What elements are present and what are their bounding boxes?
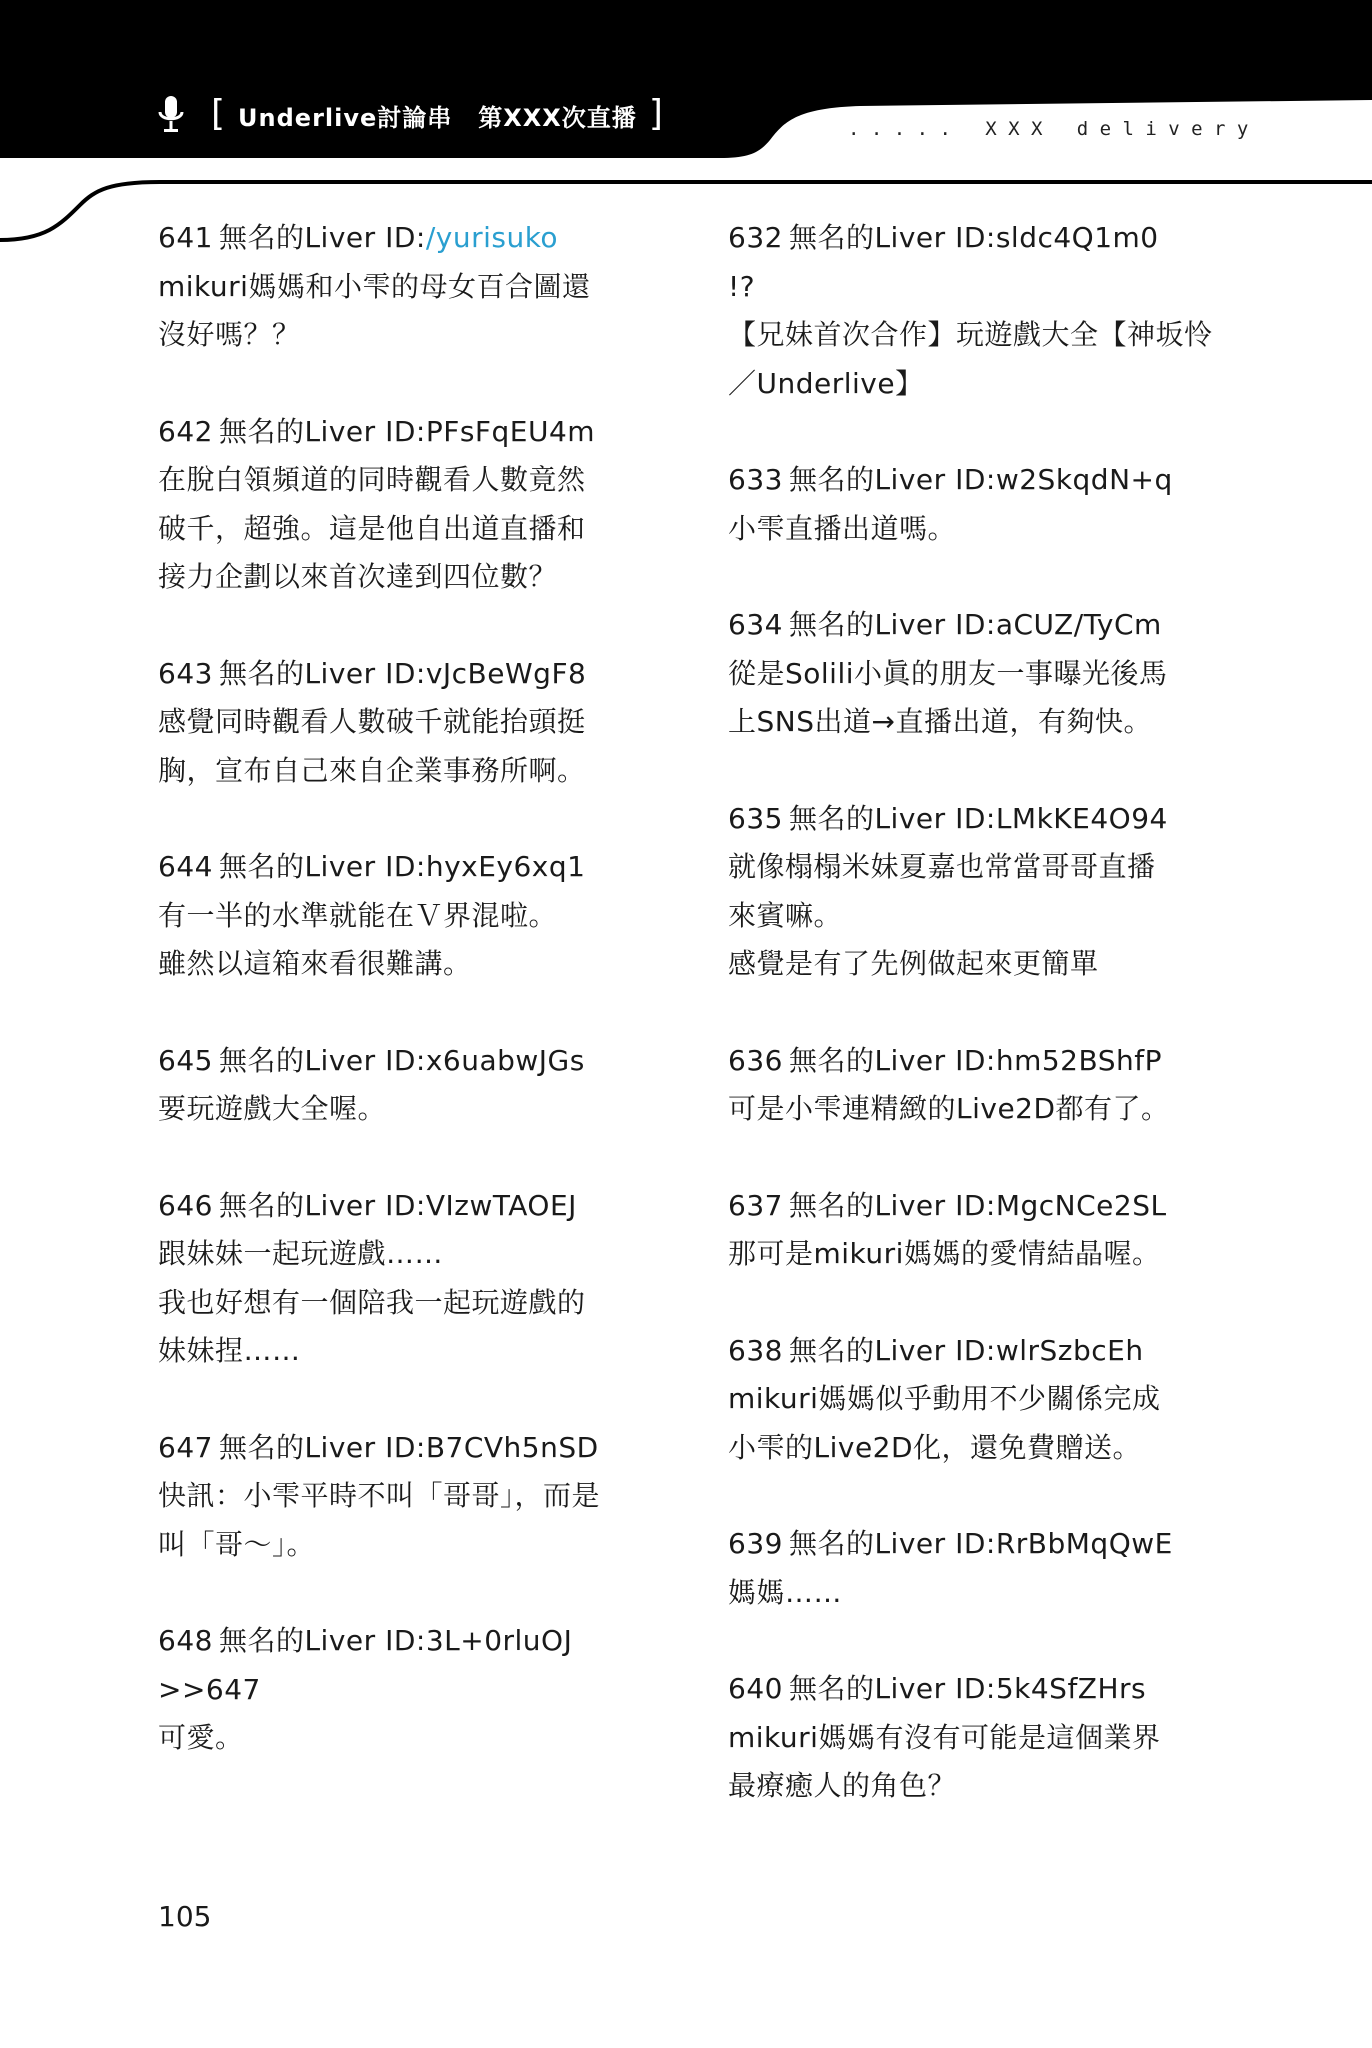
episode-title: 第XXX次直播 xyxy=(478,103,637,132)
poster-id-prefix: ID: xyxy=(385,1188,426,1222)
poster-id: wlrSzbcEh xyxy=(995,1333,1144,1367)
post-body-line: !? xyxy=(728,269,756,303)
poster-id-prefix: ID: xyxy=(385,1043,426,1077)
poster-name: 無名的Liver xyxy=(218,1043,376,1077)
page-header xyxy=(0,0,1372,160)
post-header xyxy=(728,214,1228,263)
post-body-line: ／Underlive】 xyxy=(728,366,924,400)
post-header xyxy=(158,408,658,457)
post-body-line: mikuri媽媽似乎動用不少關係完成 xyxy=(728,1382,1161,1415)
post-header xyxy=(728,601,1228,650)
post-body-line: mikuri媽媽和小雫的母女百合圖還 xyxy=(158,269,591,303)
post-header xyxy=(158,1037,658,1086)
poster-name: 無名的Liver xyxy=(788,463,946,496)
post-body-line: 就像榻榻米妹夏嘉也常當哥哥直播 xyxy=(728,850,1156,883)
poster-id: MgcNCe2SL xyxy=(995,1188,1167,1222)
post-body-line: 有一半的水準就能在Ｖ界混啦。 xyxy=(158,898,558,932)
poster-id: x6uabwJGs xyxy=(425,1043,585,1077)
poster-id: 3L+0rluOJ xyxy=(425,1624,573,1657)
poster-name: 無名的Liver xyxy=(788,801,946,835)
post-header xyxy=(728,795,1228,844)
thread-title: Underlive討論串 xyxy=(238,103,453,132)
poster-id-prefix: ID: xyxy=(385,221,426,254)
poster-id: hyxEy6xq1 xyxy=(425,850,586,883)
post-number: 648 xyxy=(158,1624,213,1657)
poster-name: 無名的Liver xyxy=(218,1188,376,1222)
post-header xyxy=(158,1182,658,1231)
post-header xyxy=(728,1182,1228,1231)
poster-id-prefix: ID: xyxy=(385,656,426,690)
post-number: 647 xyxy=(158,1430,213,1464)
post-body-line: 跟妹妹一起玩遊戲…… xyxy=(158,1237,444,1270)
poster-id: PFsFqEU4m xyxy=(425,414,596,448)
post-body-line: 小雫直播出道嗎。 xyxy=(728,511,957,545)
post xyxy=(158,1617,658,1763)
post-body-line: >>647 xyxy=(158,1672,261,1706)
post-number: 642 xyxy=(158,414,213,448)
microphone-icon xyxy=(155,94,187,136)
post-header xyxy=(158,1617,658,1666)
poster-id-prefix: ID: xyxy=(955,1527,996,1560)
post-number: 637 xyxy=(728,1188,783,1222)
poster-id-prefix: ID: xyxy=(955,1043,996,1077)
post-body-line: 感覺是有了先例做起來更簡單 xyxy=(728,947,1099,980)
post-body-line: 【兄妹首次合作】玩遊戲大全【神坂怜 xyxy=(728,318,1213,351)
post-header xyxy=(728,456,1228,505)
poster-name: 無名的Liver xyxy=(218,1430,376,1464)
post-number: 640 xyxy=(728,1672,783,1705)
post-number: 636 xyxy=(728,1043,783,1077)
post-body-line: 接力企劃以來首次達到四位數？ xyxy=(158,560,558,593)
poster-id-prefix: ID: xyxy=(385,1430,426,1464)
poster-id-prefix: ID: xyxy=(385,1624,426,1657)
post-number: 645 xyxy=(158,1043,213,1077)
poster-name: 無名的Liver xyxy=(788,608,946,641)
post xyxy=(158,1424,658,1570)
post xyxy=(158,1037,658,1134)
post-body-line: 那可是mikuri媽媽的愛情結晶喔。 xyxy=(728,1237,1161,1270)
poster-id-prefix: ID: xyxy=(955,801,996,835)
post-header xyxy=(728,1037,1228,1086)
post-body-line: 可愛。 xyxy=(158,1721,244,1754)
post xyxy=(728,214,1228,408)
post-header xyxy=(158,1424,658,1473)
post-body-line: mikuri媽媽有沒有可能是這個業界 xyxy=(728,1720,1161,1754)
post-body-line: 感覺同時觀看人數破千就能抬頭挺 xyxy=(158,705,586,738)
post-number: 646 xyxy=(158,1188,213,1222)
poster-id-prefix: ID: xyxy=(385,414,426,448)
post xyxy=(158,1182,658,1376)
poster-id: aCUZ/TyCm xyxy=(995,608,1162,641)
post-body-line: 小雫的Live2D化，還免費贈送。 xyxy=(728,1430,1142,1464)
post-body-line: 在脫白領頻道的同時觀看人數竟然 xyxy=(158,463,586,496)
poster-id: LMkKE4O94 xyxy=(995,801,1168,835)
poster-id-prefix: ID: xyxy=(955,463,996,496)
post xyxy=(728,795,1228,989)
poster-id: sldc4Q1m0 xyxy=(995,221,1159,254)
poster-id-prefix: ID: xyxy=(955,221,996,254)
post-header xyxy=(728,1520,1228,1569)
post-body-line: 我也好想有一個陪我一起玩遊戲的 xyxy=(158,1285,586,1319)
poster-id: B7CVh5nSD xyxy=(425,1430,599,1464)
poster-name: 無名的Liver xyxy=(218,414,376,448)
post xyxy=(728,1520,1228,1617)
poster-id: hm52BShfP xyxy=(995,1043,1162,1077)
post xyxy=(728,1327,1228,1473)
poster-name: 無名的Liver xyxy=(218,850,376,883)
post-header xyxy=(728,1327,1228,1376)
bracket-close: ] xyxy=(648,92,664,134)
poster-id: 5k4SfZHrs xyxy=(995,1672,1147,1705)
post xyxy=(728,1182,1228,1279)
poster-name: 無名的Liver xyxy=(788,1527,946,1560)
post-header xyxy=(158,650,658,699)
poster-id-prefix: ID: xyxy=(385,850,426,883)
poster-id-prefix: ID: xyxy=(955,1188,996,1222)
post-header xyxy=(158,843,658,892)
post-body-line: 胸，宣布自己來自企業事務所啊。 xyxy=(158,753,586,787)
delivery-label: . . . . . X X X d e l i v e r y xyxy=(848,118,1249,140)
post xyxy=(158,650,658,796)
post-body-line: 最療癒人的角色？ xyxy=(728,1769,957,1802)
poster-id-link[interactable]: /yurisuko xyxy=(425,221,559,254)
post-body-line: 叫「哥～」。 xyxy=(158,1527,316,1561)
post-number: 632 xyxy=(728,221,783,254)
post-body-line: 可是小雫連精緻的Live2D都有了。 xyxy=(728,1092,1170,1125)
post-body-line: 快訊：小雫平時不叫「哥哥」，而是 xyxy=(158,1479,601,1512)
post-body-line: 雖然以這箱來看很難講。 xyxy=(158,947,472,980)
post xyxy=(158,843,658,989)
post-number: 639 xyxy=(728,1527,783,1560)
post-number: 634 xyxy=(728,608,783,641)
poster-id: vJcBeWgF8 xyxy=(425,656,587,690)
poster-name: 無名的Liver xyxy=(788,1672,946,1705)
post-body-line: 破千，超強。這是他自出道直播和 xyxy=(158,511,586,545)
post-number: 644 xyxy=(158,850,213,883)
post-body-line: 從是Solili小眞的朋友一事曝光後馬 xyxy=(728,656,1168,690)
post xyxy=(728,1037,1228,1134)
poster-name: 無名的Liver xyxy=(788,1333,946,1367)
post-number: 635 xyxy=(728,801,783,835)
poster-id-prefix: ID: xyxy=(955,608,996,641)
left-column xyxy=(158,214,658,1811)
poster-id-prefix: ID: xyxy=(955,1333,996,1367)
poster-name: 無名的Liver xyxy=(788,221,946,254)
poster-name: 無名的Liver xyxy=(788,1188,946,1222)
post-body-line: 媽媽…… xyxy=(728,1575,843,1609)
post-number: 643 xyxy=(158,656,213,690)
poster-id: RrBbMqQwE xyxy=(995,1527,1173,1560)
poster-name: 無名的Liver xyxy=(218,656,376,690)
post xyxy=(158,214,658,360)
poster-id: VIzwTAOEJ xyxy=(425,1188,577,1222)
poster-id: w2SkqdN+q xyxy=(995,463,1173,496)
post-number: 633 xyxy=(728,463,783,496)
poster-name: 無名的Liver xyxy=(218,1624,376,1657)
post-body-line: 沒好嗎？？ xyxy=(158,318,301,351)
poster-name: 無名的Liver xyxy=(788,1043,946,1077)
post-number: 638 xyxy=(728,1333,783,1367)
poster-name: 無名的Liver xyxy=(218,221,376,254)
post-header xyxy=(728,1665,1228,1714)
post-body-line: 來賓嘛。 xyxy=(728,898,843,932)
post-number: 641 xyxy=(158,221,213,254)
post-header xyxy=(158,214,658,263)
poster-id-prefix: ID: xyxy=(955,1672,996,1705)
post-body-line: 妹妹捏…… xyxy=(158,1334,301,1367)
post xyxy=(728,601,1228,747)
bracket-open: [ xyxy=(211,92,227,134)
post-body-line: 要玩遊戲大全喔。 xyxy=(158,1092,387,1125)
page-number: 105 xyxy=(158,1900,212,1933)
post xyxy=(728,1665,1228,1811)
post-body-line: 上SNS出道→直播出道，有夠快。 xyxy=(728,705,1152,738)
post xyxy=(158,408,658,602)
header-title xyxy=(155,90,676,140)
post xyxy=(728,456,1228,553)
right-column xyxy=(728,214,1228,1859)
